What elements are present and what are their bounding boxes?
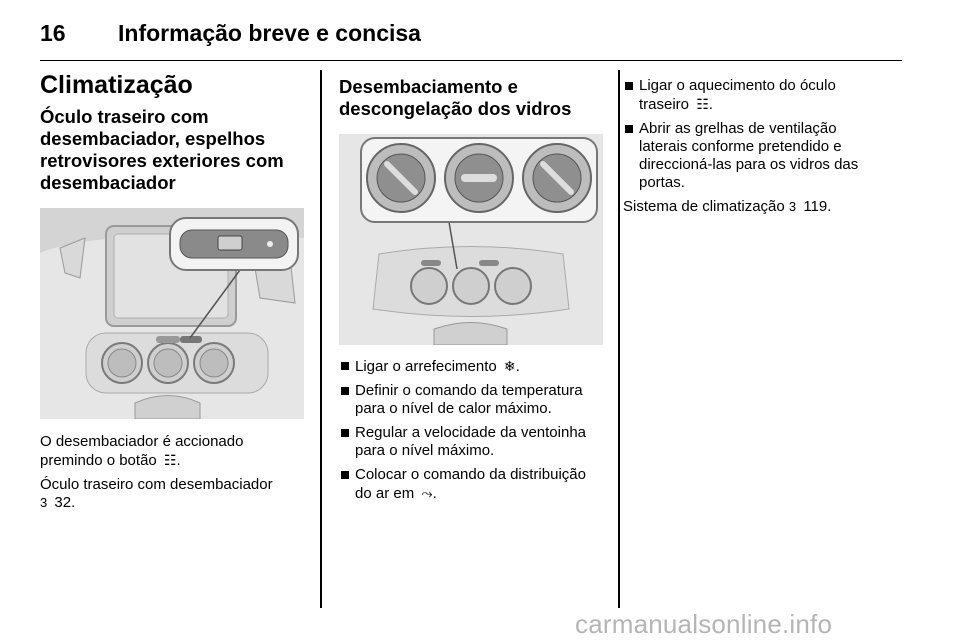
defrost-steps-list <box>339 357 603 503</box>
list-item: Colocar o comando da distribuição do ar em ⤳. <box>339 466 603 503</box>
defrost-steps-list-continued <box>623 77 903 192</box>
snowflake-icon: ❄ <box>503 358 516 374</box>
paragraph-climate-reference: Sistema de climatização 3 119. <box>623 198 832 215</box>
list-item: Ligar o aquecimento do óculo traseiro ☷. <box>623 77 903 114</box>
header-title: Informação breve e concisa <box>118 20 421 46</box>
watermark: carmanualsonline.info <box>575 609 833 639</box>
page-header <box>40 14 902 61</box>
page-link-32[interactable]: 32. <box>54 494 76 511</box>
paragraph-defog-activation: O desembaciador é accionado premindo o botão ☷. <box>40 433 244 469</box>
column-climate <box>40 70 304 518</box>
xref-arrow-icon: 3 <box>788 199 797 214</box>
dashboard-illustration <box>40 208 304 419</box>
climate-controls-figure <box>339 134 603 345</box>
rear-window-heater-icon: ☷ <box>163 452 177 468</box>
list-item: Regular a velocidade da ventoinha para o nível máximo. <box>339 424 603 460</box>
rear-window-heater-icon: ☷ <box>696 96 709 112</box>
windscreen-air-icon: ⤳ <box>421 485 433 501</box>
column-defrost <box>339 70 603 509</box>
column-defrost-continued <box>623 77 903 222</box>
dashboard-rear-defog-figure <box>40 208 304 419</box>
page-number: 16 <box>40 20 66 46</box>
xref-arrow-icon: 3 <box>40 495 48 510</box>
paragraph-rear-window-reference: Óculo traseiro com desembaciador 3 32. <box>40 476 273 511</box>
column-divider <box>618 70 620 608</box>
list-item: Ligar o arrefecimento ❄. <box>339 357 603 376</box>
page-link-119[interactable]: 119. <box>803 198 832 215</box>
climate-knobs-illustration <box>339 134 603 345</box>
column-divider <box>320 70 322 608</box>
section-title-defrost: Desembaciamento e descongelação dos vidros <box>339 76 572 119</box>
subsection-title: Óculo traseiro com desembaciador, espelhos retrovisores exteriores com desembaciador <box>40 106 284 193</box>
section-title: Climatização <box>40 71 193 99</box>
list-item: Definir o comando da temperatura para o nível de calor máximo. <box>339 382 603 418</box>
list-item: Abrir as grelhas de ventilação laterais conforme pretendido e direccioná-las para os vidros das portas. <box>623 120 903 192</box>
